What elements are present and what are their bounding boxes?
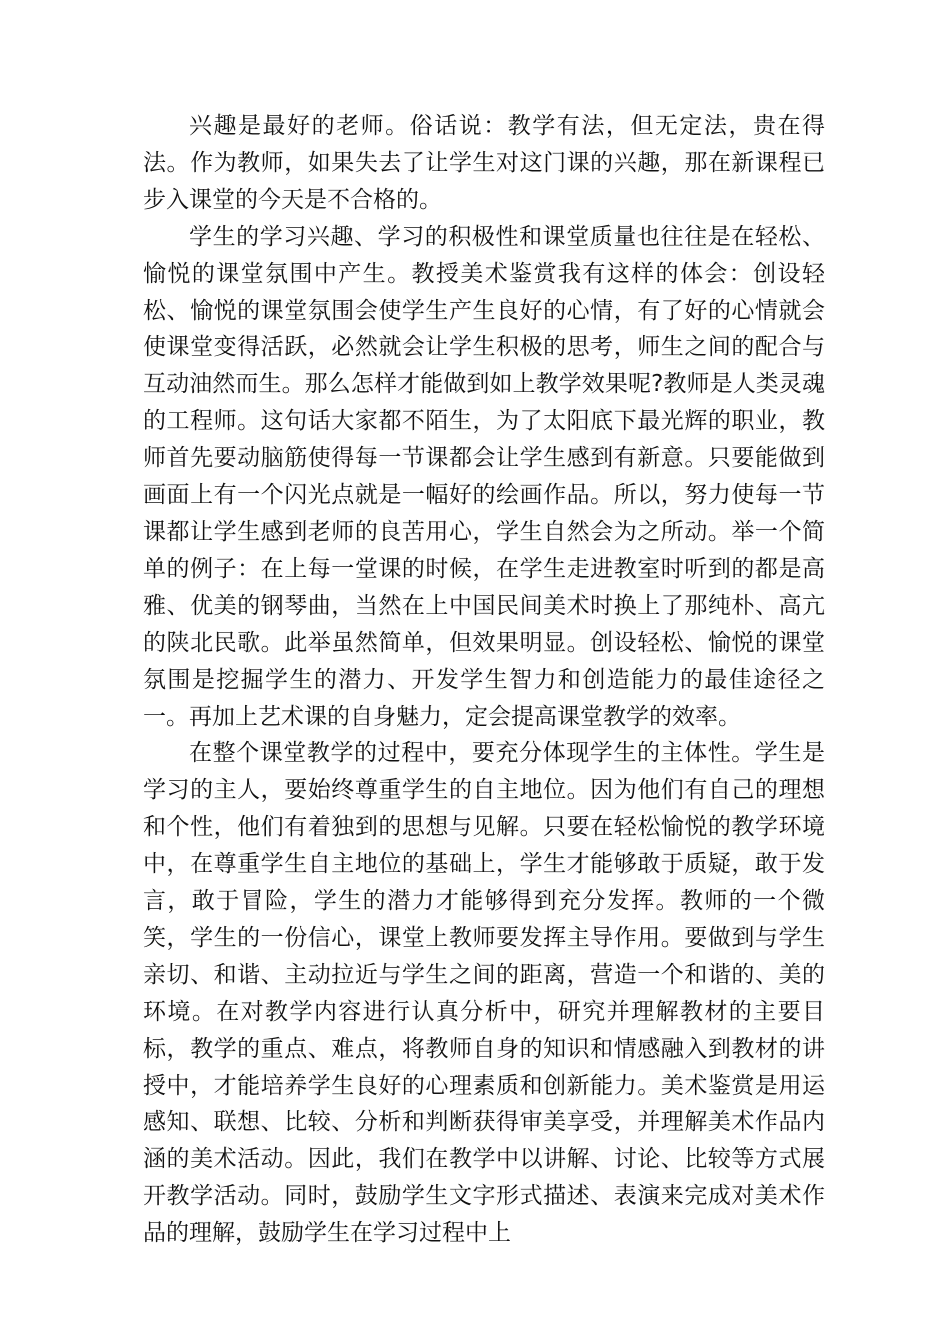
document-body — [143, 108, 825, 1252]
paragraph-1: 兴趣是最好的老师。俗话说：教学有法，但无定法，贵在得法。作为教师，如果失去了让学生对这门课的兴趣，那在新课程已步入课堂的今天是不合格的。 — [143, 113, 825, 213]
paragraph-3: 在整个课堂教学的过程中，要充分体现学生的主体性。学生是学习的主人，要始终尊重学生的自主地位。因为他们有自己的理想和个性，他们有着独到的思想与见解。只要在轻松愉悦的教学环境中，在尊重学生自主地位的基础上，学生才能够敢于质疑，敢于发言，敢于冒险，学生的潜力才能够得到充分发挥。教师的一个微笑，学生的一份信心，课堂上教师要发挥主导作用。要做到与学生亲切、和谐、主动拉近与学生之间的距离，营造一个和谐的、美的环境。在对教学内容进行认真分析中，研究并理解教材的主要目标，教学的重点、难点，将教师自身的知识和情感融入到教材的讲授中，才能培养学生良好的心理素质和创新能力。美术鉴赏是用运感知、联想、比较、分析和判断获得审美享受，并理解美术作品内涵的美术活动。因此，我们在教学中以讲解、讨论、比较等方式展开教学活动。同时，鼓励学生文字形式描述、表演来完成对美术作品的理解，鼓励学生在学习过程中上 — [143, 740, 825, 1247]
paragraph-2: 学生的学习兴趣、学习的积极性和课堂质量也往往是在轻松、愉悦的课堂氛围中产生。教授美术鉴赏我有这样的体会：创设轻松、愉悦的课堂氛围会使学生产生良好的心情，有了好的心情就会使课堂变得活跃，必然就会让学生积极的思考，师生之间的配合与互动油然而生。那么怎样才能做到如上教学效果呢?教师是人类灵魂的工程师。这句话大家都不陌生，为了太阳底下最光辉的职业，教师首先要动脑筋使得每一节课都会让学生感到有新意。只要能做到画面上有一个闪光点就是一幅好的绘画作品。所以，努力使每一节课都让学生感到老师的良苦用心，学生自然会为之所动。举一个简单的例子：在上每一堂课的时候，在学生走进教室时听到的都是高雅、优美的钢琴曲，当然在上中国民间美术时换上了那纯朴、高亢的陕北民歌。此举虽然简单，但效果明显。创设轻松、愉悦的课堂氛围是挖掘学生的潜力、开发学生智力和创造能力的最佳途径之一。再加上艺术课的自身魅力，定会提高课堂教学的效率。 — [143, 223, 825, 730]
